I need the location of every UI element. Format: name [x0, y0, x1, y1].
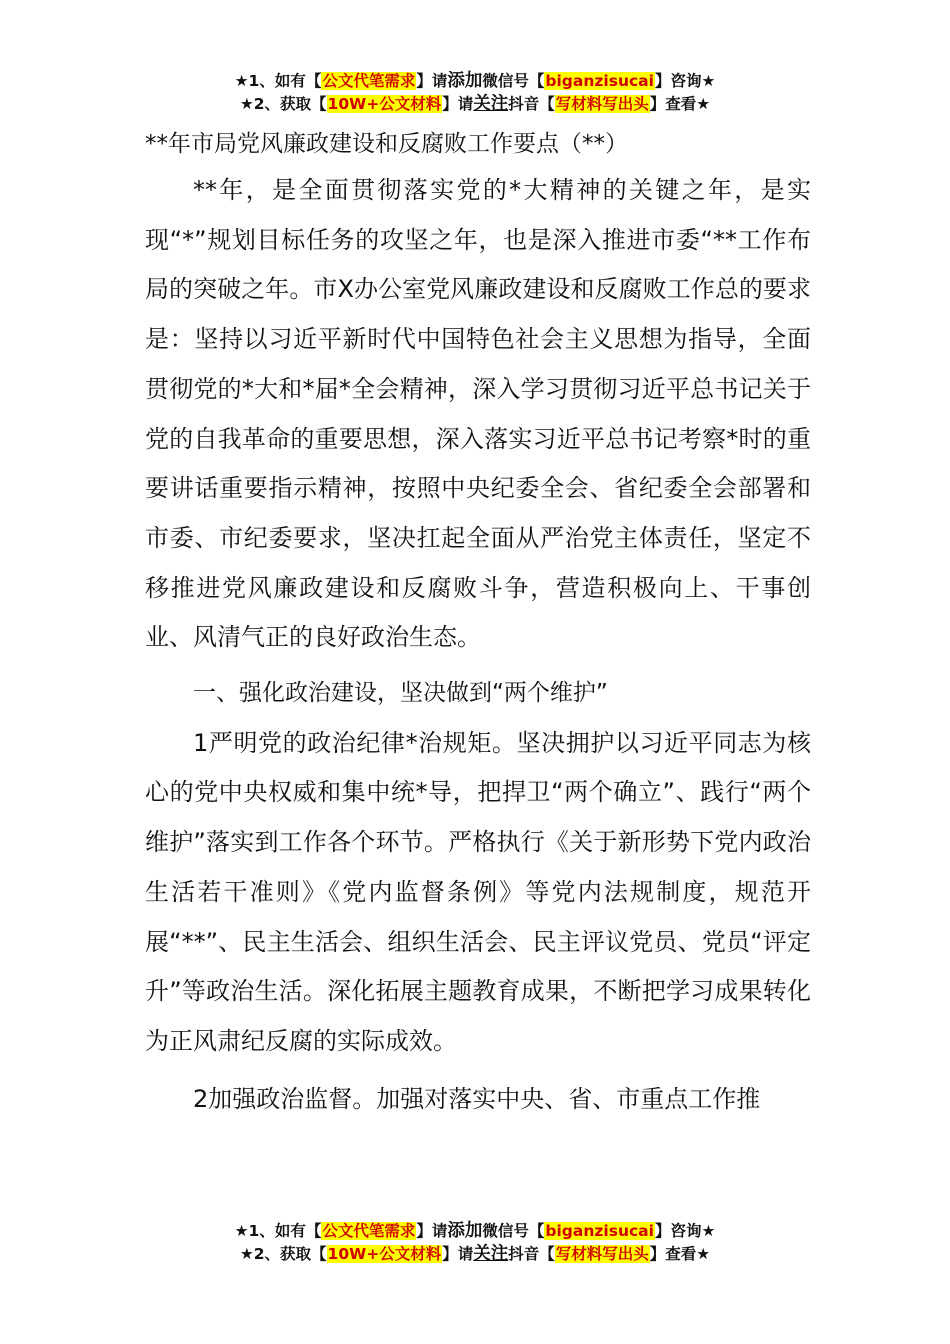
star-icon: ★	[239, 1245, 254, 1263]
promo-highlight-douyin: 写材料写出头	[555, 95, 649, 113]
promo-text: 】咨询★	[654, 1222, 716, 1240]
promo-line-1	[0, 1220, 950, 1243]
promo-text: 1、如有【	[248, 1222, 322, 1240]
promo-highlight: 公文代笔需求	[322, 1222, 416, 1240]
promo-highlight-douyin: 写材料写出头	[555, 1245, 649, 1263]
promo-banner-bottom	[0, 1220, 950, 1266]
promo-text: 抖音【	[508, 95, 555, 113]
promo-highlight: 10W+公文材料	[327, 1245, 442, 1263]
star-icon: ★	[239, 95, 254, 113]
section-heading-1: 一、强化政治建设，坚决做到“两个维护”	[193, 680, 608, 707]
promo-line-1	[0, 70, 950, 93]
promo-highlight-wechat: biganzisucai	[545, 72, 654, 90]
promo-emphasis: 添加	[447, 1221, 483, 1241]
promo-text: 】咨询★	[654, 72, 716, 90]
promo-highlight: 公文代笔需求	[322, 72, 416, 90]
star-icon: ★	[234, 72, 249, 90]
promo-text: 】查看★	[649, 1245, 711, 1263]
document-title: **年市局党风廉政建设和反腐败工作要点（**）	[145, 131, 628, 157]
promo-text: 微信号【	[482, 1222, 545, 1240]
document-body	[145, 124, 811, 1124]
promo-text: 】请	[416, 72, 448, 90]
promo-text: 】请	[442, 1245, 474, 1263]
promo-highlight-wechat: biganzisucai	[545, 1222, 654, 1240]
promo-text: 微信号【	[482, 72, 545, 90]
promo-emphasis: 添加	[447, 71, 483, 91]
intro-paragraph: **年，是全面贯彻落实党的*大精神的关键之年，是实现“*”规划目标任务的攻坚之年，也是深入推进市委“**工作布局的突破之年。市X办公室党风廉政建设和反腐败工作总的要求是：坚持以习近平新时代中国特色社会主义思想为指导，全面贯彻党的*大和*届*全会精神，深入学习贯彻习近平总书记关于党的自我革命的重要思想，深入落实习近平总书记考察*时的重要讲话重要指示精神，按照中央纪委全会、省纪委全会部署和市委、市纪委要求，坚决扛起全面从严治党主体责任，坚定不移推进党风廉政建设和反腐败斗争，营造积极向上、干事创业、风清气正的良好政治生态。	[145, 176, 811, 652]
star-icon: ★	[234, 1222, 249, 1240]
promo-text: 2、获取【	[253, 1245, 327, 1263]
promo-text: 1、如有【	[248, 72, 322, 90]
promo-text: 抖音【	[508, 1245, 555, 1263]
item-paragraph-1: 1严明党的政治纪律*治规矩。坚决拥护以习近平同志为核心的党中央权威和集中统*导，把捍卫“两个确立”、践行“两个维护”落实到工作各个环节。严格执行《关于新形势下党内政治生活若干准则》《党内监督条例》等党内法规制度，规范开展“**”、民主生活会、组织生活会、民主评议党员、党员“评定升”等政治生活。深化拓展主题教育成果，不断把学习成果转化为正风肃纪反腐的实际成效。	[145, 728, 811, 1055]
promo-banner-top	[0, 70, 950, 116]
item-paragraph-2: 2加强政治监督。加强对落实中央、省、市重点工作推	[193, 1084, 761, 1113]
promo-emphasis: 关注	[473, 1244, 509, 1264]
promo-text: 】查看★	[649, 95, 711, 113]
promo-text: 2、获取【	[253, 95, 327, 113]
promo-emphasis: 关注	[473, 94, 509, 114]
promo-text: 】请	[442, 95, 474, 113]
promo-line-2	[0, 1243, 950, 1266]
promo-line-2	[0, 93, 950, 116]
promo-text: 】请	[416, 1222, 448, 1240]
promo-highlight: 10W+公文材料	[327, 95, 442, 113]
